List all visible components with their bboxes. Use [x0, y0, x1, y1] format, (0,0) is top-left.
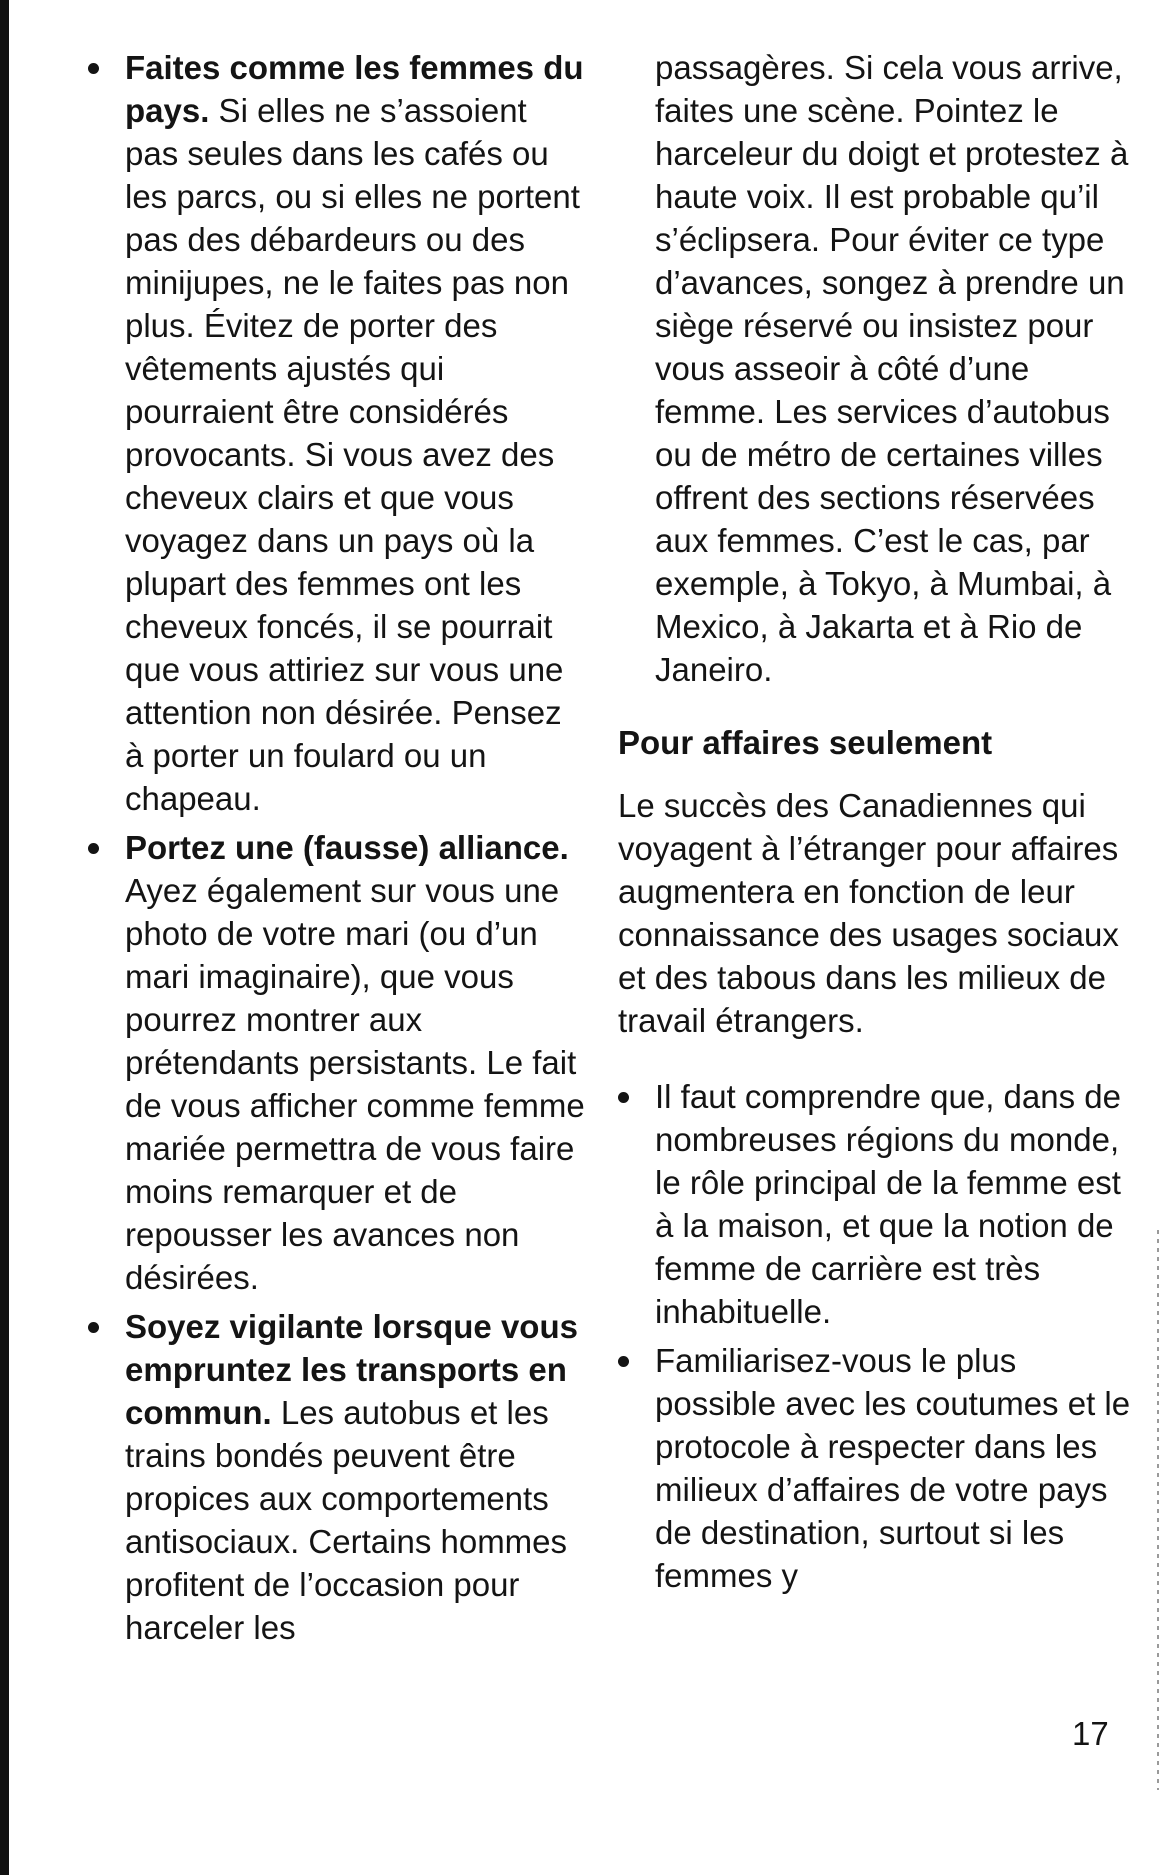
list-item: [88, 46, 588, 820]
section-heading: Pour affaires seulement: [618, 724, 993, 761]
item-heading: Faites comme les femmes du pays.: [125, 49, 584, 129]
item-text: Les autobus et les trains bondés peuvent être propices aux comportements antisociaux. Certains hommes profitent de l’occasion pour harceler les: [125, 1394, 568, 1646]
list-item: Familiarisez-vous le plus possible avec les coutumes et le protocole à respecter dans les milieux d’affaires de votre pays de destination, surtout si les femmes y: [618, 1339, 1133, 1597]
right-column: [618, 46, 1133, 1603]
page-left-border: [0, 0, 9, 1875]
item-heading: Portez une (fausse) alliance.: [125, 829, 569, 866]
item-text: Ayez également sur vous une photo de votre mari (ou d’un mari imaginaire), que vous pourrez montrer aux prétendants persistants. Le fait de vous afficher comme femme mariée permettra de vous faire moins remarquer et de repousser les avances non désirées.: [125, 872, 585, 1296]
item-heading: Soyez vigilante lorsque vous empruntez les transports en commun.: [125, 1308, 578, 1431]
item-text: Si elles ne s’assoient pas seules dans les cafés ou les parcs, ou si elles ne portent pas des débardeurs ou des minijupes, ne le faites pas non plus. Évitez de porter des vêtements ajustés qui pourraient être considérés provocants. Si vous avez des cheveux clairs et que vous voyagez dans un pays où la plupart des femmes ont les cheveux foncés, il se pourrait que vous attiriez sur vous une attention non désirée. Pensez à porter un foulard ou un chapeau.: [125, 92, 580, 817]
page-number: 17: [1072, 1715, 1109, 1752]
continued-text: passagères. Si cela vous arrive, faites une scène. Pointez le harceleur du doigt et protestez à haute voix. Il est probable qu’il s’éclipsera. Pour éviter ce type d’avances, songez à prendre un siège réservé ou insistez pour vous asseoir à côté d’une femme. Les services d’autobus ou de métro de certaines villes offrent des sections réservées aux femmes. C’est le cas, par exemple, à Tokyo, à Mumbai, à Mexico, à Jakarta et à Rio de Janeiro.: [655, 49, 1129, 688]
page-right-dotted-rule: [1157, 1230, 1159, 1790]
section-intro: Le succès des Canadiennes qui voyagent à l’étranger pour affaires augmentera en fonction de leur connaissance des usages sociaux et des tabous dans les milieux de travail étrangers.: [618, 787, 1119, 1039]
right-bullet-list: [618, 1075, 1133, 1597]
list-item: Il faut comprendre que, dans de nombreuses régions du monde, le rôle principal de la femme est à la maison, et que la notion de femme de carrière est très inhabituelle.: [618, 1075, 1133, 1333]
left-column: [88, 46, 588, 1655]
left-bullet-list: [88, 46, 588, 1649]
list-item: [88, 826, 588, 1299]
list-item: [88, 1305, 588, 1649]
